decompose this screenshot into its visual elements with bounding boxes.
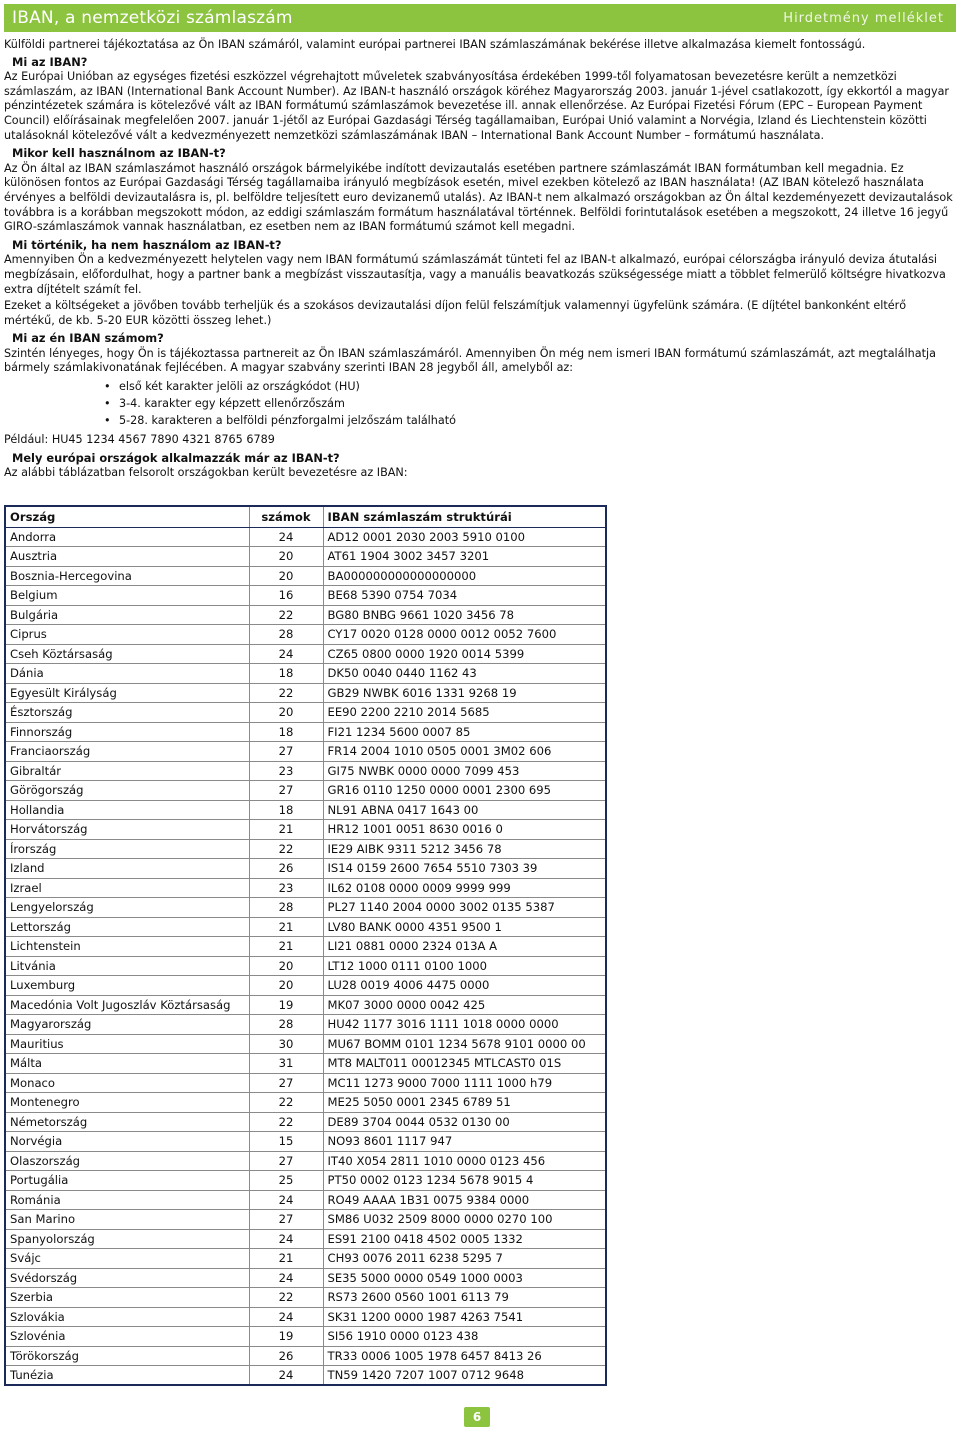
- digits-cell: 30: [249, 1034, 323, 1054]
- table-row: [5, 1249, 606, 1269]
- digits-cell: 19: [249, 1327, 323, 1347]
- country-cell: Görögország: [5, 781, 249, 801]
- digits-cell: 24: [249, 1268, 323, 1288]
- digits-cell: 28: [249, 625, 323, 645]
- table-row: [5, 1015, 606, 1035]
- page-header: [4, 4, 956, 32]
- digits-cell: 24: [249, 1190, 323, 1210]
- digits-cell: 22: [249, 839, 323, 859]
- country-cell: Lengyelország: [5, 898, 249, 918]
- country-cell: Luxemburg: [5, 976, 249, 996]
- iban-structure-cell: NO93 8601 1117 947: [323, 1132, 606, 1152]
- heading-what-happens: Mi történik, ha nem használom az IBAN-t?: [12, 237, 282, 252]
- digits-cell: 20: [249, 547, 323, 567]
- iban-structure-cell: CZ65 0800 0000 1920 0014 5399: [323, 644, 606, 664]
- digits-cell: 24: [249, 527, 323, 547]
- iban-structure-cell: IE29 AIBK 9311 5212 3456 78: [323, 839, 606, 859]
- heading-what-is-iban: Mi az IBAN?: [12, 54, 88, 69]
- list-item: • első két karakter jelöli az országkódot (HU): [104, 378, 956, 395]
- table-row: [5, 683, 606, 703]
- table-row: [5, 917, 606, 937]
- table-row: [5, 742, 606, 762]
- iban-structure-cell: LT12 1000 0111 0100 1000: [323, 956, 606, 976]
- country-cell: Gibraltár: [5, 761, 249, 781]
- country-cell: Egyesült Királyság: [5, 683, 249, 703]
- iban-structure-cell: MU67 BOMM 0101 1234 5678 9101 0000 00: [323, 1034, 606, 1054]
- table-row: [5, 761, 606, 781]
- iban-structure-cell: SK31 1200 0000 1987 4263 7541: [323, 1307, 606, 1327]
- paragraph-what-is-iban: Az Európai Unióban az egységes fizetési eszközzel végrehajtott műveletek szabványosítása érdekében 1999-től folyamatosan bevezetésre került a nemzetközi számlaszám, az IBAN (International Bank Account Number). Az IBAN-t használó országok köréhez Magyarország 2003. január 1-jével csatlakozott, így ekkortól a magyar pénzintézetek számára is kötelezővé vált az IBAN formátumú számlaszámok bevezetése ill. annak ellenőrzése. Az Európai Fizetési Fórum (EPC – European Payment Council) előírásainak megfelelően 2007. január 1-jétől az Európai Gazdasági Térség tagállamaiban, Európai Unió valamint a Norvégia, Izland és Liechtenstein közötti utalásoknál kötelezővé vált a kedvezményezett nemzetközi számlaszámának IBAN – International Bank Account Number – formátumú használata.: [4, 70, 950, 142]
- digits-cell: 19: [249, 995, 323, 1015]
- iban-structure-cell: LU28 0019 4006 4475 0000: [323, 976, 606, 996]
- iban-example: Például: HU45 1234 4567 7890 4321 8765 6789: [4, 433, 275, 447]
- list-item: • 3-4. karakter egy képzett ellenőrzőszám: [104, 395, 956, 412]
- iban-structure-cell: ES91 2100 0418 4502 0005 1332: [323, 1229, 606, 1249]
- paragraph-countries: Az alábbi táblázatban felsorolt országokban került bevezetésre az IBAN:: [4, 466, 408, 480]
- iban-structure-cell: GB29 NWBK 6016 1331 9268 19: [323, 683, 606, 703]
- iban-structure-cell: HU42 1177 3016 1111 1018 0000 0000: [323, 1015, 606, 1035]
- digits-cell: 21: [249, 1249, 323, 1269]
- country-cell: Belgium: [5, 586, 249, 606]
- country-cell: Németország: [5, 1112, 249, 1132]
- digits-cell: 31: [249, 1054, 323, 1074]
- digits-cell: 21: [249, 917, 323, 937]
- heading-when-use: Mikor kell használnom az IBAN-t?: [12, 146, 226, 161]
- table-row: [5, 898, 606, 918]
- paragraph-what-happens: Amennyiben Ön a kedvezményezett helytelen vagy nem IBAN formátumú számlaszámát tünteti fel az IBAN-t alkalmazó, európai célországba irányuló deviza átutalási megbízásain, előfordulhat, hogy a partner bank a megbízást visszautasítja, vagy a manuális beavatkozás szükségessége miatt a többlet felmerülő költségre hivatkozva extra díjtételt számít fel.: [4, 253, 946, 296]
- table-row: [5, 644, 606, 664]
- country-cell: Cseh Köztársaság: [5, 644, 249, 664]
- digits-cell: 27: [249, 1151, 323, 1171]
- table-row: [5, 1210, 606, 1230]
- digits-cell: 22: [249, 683, 323, 703]
- iban-structure-cell: TN59 1420 7207 1007 0712 9648: [323, 1366, 606, 1386]
- section-label: Hirdetmény melléklet: [783, 10, 944, 26]
- country-cell: Svájc: [5, 1249, 249, 1269]
- iban-structure-cell: CY17 0020 0128 0000 0012 0052 7600: [323, 625, 606, 645]
- digits-cell: 21: [249, 937, 323, 957]
- country-cell: Norvégia: [5, 1132, 249, 1152]
- table-row: [5, 1190, 606, 1210]
- iban-structure-cell: ME25 5050 0001 2345 6789 51: [323, 1093, 606, 1113]
- country-cell: Törökország: [5, 1346, 249, 1366]
- country-cell: Lettország: [5, 917, 249, 937]
- heading-countries: Mely európai országok alkalmazzák már az IBAN-t?: [12, 450, 340, 465]
- iban-structure-cell: SM86 U032 2509 8000 0000 0270 100: [323, 1210, 606, 1230]
- table-row: [5, 1229, 606, 1249]
- iban-structure-cell: MC11 1273 9000 7000 1111 1000 h79: [323, 1073, 606, 1093]
- iban-structure-cell: NL91 ABNA 0417 1643 00: [323, 800, 606, 820]
- country-cell: Ausztria: [5, 547, 249, 567]
- digits-cell: 27: [249, 1073, 323, 1093]
- country-cell: Tunézia: [5, 1366, 249, 1386]
- iban-structure-cell: MK07 3000 0000 0042 425: [323, 995, 606, 1015]
- column-header-digits: számok: [249, 506, 323, 527]
- country-cell: Hollandia: [5, 800, 249, 820]
- country-cell: Portugália: [5, 1171, 249, 1191]
- table-row: [5, 956, 606, 976]
- table-row: [5, 722, 606, 742]
- table-row: [5, 1346, 606, 1366]
- table-row: [5, 976, 606, 996]
- iban-structure-cell: GR16 0110 1250 0000 0001 2300 695: [323, 781, 606, 801]
- table-row: [5, 878, 606, 898]
- table-row: [5, 625, 606, 645]
- iban-structure-cell: BE68 5390 0754 7034: [323, 586, 606, 606]
- country-cell: Szlovénia: [5, 1327, 249, 1347]
- iban-structure-cell: MT8 MALT011 00012345 MTLCAST0 01S: [323, 1054, 606, 1074]
- table-row: [5, 664, 606, 684]
- iban-structure-cell: IL62 0108 0000 0009 9999 999: [323, 878, 606, 898]
- iban-structure-list: [104, 378, 956, 429]
- table-body: [5, 527, 606, 1385]
- digits-cell: 24: [249, 1307, 323, 1327]
- table-row: [5, 995, 606, 1015]
- digits-cell: 18: [249, 800, 323, 820]
- country-cell: Írország: [5, 839, 249, 859]
- page-number: 6: [464, 1407, 490, 1427]
- country-cell: Románia: [5, 1190, 249, 1210]
- iban-structure-cell: GI75 NWBK 0000 0000 7099 453: [323, 761, 606, 781]
- digits-cell: 22: [249, 1288, 323, 1308]
- digits-cell: 28: [249, 898, 323, 918]
- iban-structure-cell: SE35 5000 0000 0549 1000 0003: [323, 1268, 606, 1288]
- iban-structure-cell: CH93 0076 2011 6238 5295 7: [323, 1249, 606, 1269]
- table-row: [5, 1112, 606, 1132]
- country-cell: Macedónia Volt Jugoszláv Köztársaság: [5, 995, 249, 1015]
- digits-cell: 20: [249, 566, 323, 586]
- paragraph-when-use: Az Ön által az IBAN számlaszámot használó országok bármelyikébe indított devizautalás esetében partnere számlaszámát IBAN formátumban kell megadnia. Ez különösen fontos az Európai Gazdasági Térség tagállamaiba irányuló megbízások esetén, mivel ezekben kötelező az IBAN használata! (AZ IBAN kötelező használata érvényes a belföldi devizautalásra is, pl. belföldre teljesített euro devizanemű utalás). Az IBAN-t nem alkalmazó országokban az Ön által kezdeményezett devizautalások továbbra is a korábban megszokott módon, az eddigi számlaszám formátum használatával történnek. Belföldi forintutalások esetében a megszokott, 24 illetve 16 jegyű GIRO-számlaszámok vannak használatban, ez esetben nem az IBAN formátumú számot kell megadni.: [4, 161, 953, 234]
- country-cell: Izrael: [5, 878, 249, 898]
- table-row: [5, 1327, 606, 1347]
- iban-structure-cell: TR33 0006 1005 1978 6457 8413 26: [323, 1346, 606, 1366]
- digits-cell: 23: [249, 761, 323, 781]
- country-cell: Spanyolország: [5, 1229, 249, 1249]
- document-body: [4, 38, 956, 484]
- country-cell: Finnország: [5, 722, 249, 742]
- country-cell: Olaszország: [5, 1151, 249, 1171]
- list-item: • 5-28. karakteren a belföldi pénzforgalmi jelzőszám található: [104, 412, 956, 429]
- table-row: [5, 566, 606, 586]
- digits-cell: 26: [249, 859, 323, 879]
- table-row: [5, 1171, 606, 1191]
- digits-cell: 20: [249, 976, 323, 996]
- table-row: [5, 1054, 606, 1074]
- table-row: [5, 1268, 606, 1288]
- country-cell: Lichtenstein: [5, 937, 249, 957]
- table-row: [5, 800, 606, 820]
- table-row: [5, 527, 606, 547]
- country-cell: Szlovákia: [5, 1307, 249, 1327]
- country-cell: Észtország: [5, 703, 249, 723]
- paragraph-costs: Ezeket a költségeket a jövőben tovább terheljük és a szokásos devizautalási díjon felül felszámítjuk valamennyi ügyfelünk számára. (E díjtétel bankonként eltérő mértékű, de kb. 5-20 EUR közötti összeg lehet.): [4, 299, 907, 327]
- table-row: [5, 1093, 606, 1113]
- digits-cell: 16: [249, 586, 323, 606]
- iban-structure-cell: IS14 0159 2600 7654 5510 7303 39: [323, 859, 606, 879]
- digits-cell: 21: [249, 820, 323, 840]
- table-row: [5, 1366, 606, 1386]
- iban-structure-cell: DK50 0040 0440 1162 43: [323, 664, 606, 684]
- digits-cell: 22: [249, 1112, 323, 1132]
- country-cell: Izland: [5, 859, 249, 879]
- iban-structure-cell: AT61 1904 3002 3457 3201: [323, 547, 606, 567]
- iban-country-table: [4, 505, 607, 1386]
- table-row: [5, 937, 606, 957]
- iban-structure-cell: RO49 AAAA 1B31 0075 9384 0000: [323, 1190, 606, 1210]
- digits-cell: 20: [249, 703, 323, 723]
- iban-structure-cell: EE90 2200 2210 2014 5685: [323, 703, 606, 723]
- table-row: [5, 1288, 606, 1308]
- iban-structure-cell: DE89 3704 0044 0532 0130 00: [323, 1112, 606, 1132]
- iban-structure-cell: RS73 2600 0560 1001 6113 79: [323, 1288, 606, 1308]
- iban-structure-cell: PL27 1140 2004 0000 3002 0135 5387: [323, 898, 606, 918]
- table-row: [5, 586, 606, 606]
- table-row: [5, 1151, 606, 1171]
- table-row: [5, 605, 606, 625]
- iban-structure-cell: LI21 0881 0000 2324 013A A: [323, 937, 606, 957]
- country-cell: Bosznia-Hercegovina: [5, 566, 249, 586]
- iban-structure-cell: IT40 X054 2811 1010 0000 0123 456: [323, 1151, 606, 1171]
- country-cell: San Marino: [5, 1210, 249, 1230]
- digits-cell: 28: [249, 1015, 323, 1035]
- country-cell: Ciprus: [5, 625, 249, 645]
- country-cell: Mauritius: [5, 1034, 249, 1054]
- table-row: [5, 547, 606, 567]
- heading-my-iban: Mi az én IBAN számom?: [12, 331, 164, 346]
- table-row: [5, 839, 606, 859]
- table-row: [5, 1073, 606, 1093]
- digits-cell: 22: [249, 1093, 323, 1113]
- iban-structure-cell: PT50 0002 0123 1234 5678 9015 4: [323, 1171, 606, 1191]
- iban-structure-cell: BA000000000000000000: [323, 566, 606, 586]
- digits-cell: 15: [249, 1132, 323, 1152]
- country-cell: Szerbia: [5, 1288, 249, 1308]
- digits-cell: 23: [249, 878, 323, 898]
- intro-paragraph: Külföldi partnerei tájékoztatása az Ön IBAN számáról, valamint európai partnerei IBAN számlaszámának bekérése illetve alkalmazása kiemelt fontosságú.: [4, 38, 866, 51]
- country-cell: Svédország: [5, 1268, 249, 1288]
- digits-cell: 26: [249, 1346, 323, 1366]
- page-title: IBAN, a nemzetközi számlaszám: [12, 8, 293, 28]
- table-row: [5, 1307, 606, 1327]
- table-row: [5, 1132, 606, 1152]
- iban-structure-cell: HR12 1001 0051 8630 0016 0: [323, 820, 606, 840]
- digits-cell: 18: [249, 664, 323, 684]
- country-cell: Málta: [5, 1054, 249, 1074]
- country-cell: Bulgária: [5, 605, 249, 625]
- country-cell: Magyarország: [5, 1015, 249, 1035]
- digits-cell: 27: [249, 781, 323, 801]
- digits-cell: 18: [249, 722, 323, 742]
- iban-structure-cell: LV80 BANK 0000 4351 9500 1: [323, 917, 606, 937]
- table-row: [5, 703, 606, 723]
- paragraph-my-iban: Szintén lényeges, hogy Ön is tájékoztassa partnereit az Ön IBAN számlaszámáról. Amennyiben Ön még nem ismeri IBAN formátumú számlaszámát, azt megtalálhatja bármely számlakivonatának fejlécében. A magyar szabvány szerinti IBAN 28 jegyből áll, amelyből az:: [4, 346, 936, 375]
- digits-cell: 22: [249, 605, 323, 625]
- table-row: [5, 781, 606, 801]
- country-cell: Franciaország: [5, 742, 249, 762]
- table-header-row: [5, 506, 606, 527]
- table-row: [5, 1034, 606, 1054]
- iban-structure-cell: BG80 BNBG 9661 1020 3456 78: [323, 605, 606, 625]
- digits-cell: 24: [249, 1366, 323, 1386]
- country-cell: Andorra: [5, 527, 249, 547]
- country-cell: Horvátország: [5, 820, 249, 840]
- digits-cell: 27: [249, 1210, 323, 1230]
- table-row: [5, 859, 606, 879]
- digits-cell: 20: [249, 956, 323, 976]
- country-cell: Litvánia: [5, 956, 249, 976]
- iban-structure-cell: FI21 1234 5600 0007 85: [323, 722, 606, 742]
- country-cell: Montenegro: [5, 1093, 249, 1113]
- iban-structure-cell: AD12 0001 2030 2003 5910 0100: [323, 527, 606, 547]
- digits-cell: 24: [249, 1229, 323, 1249]
- column-header-country: Ország: [5, 506, 249, 527]
- iban-structure-cell: FR14 2004 1010 0505 0001 3M02 606: [323, 742, 606, 762]
- column-header-structure: IBAN számlaszám struktúrái: [323, 506, 606, 527]
- country-cell: Monaco: [5, 1073, 249, 1093]
- digits-cell: 27: [249, 742, 323, 762]
- table-row: [5, 820, 606, 840]
- digits-cell: 24: [249, 644, 323, 664]
- country-cell: Dánia: [5, 664, 249, 684]
- iban-structure-cell: SI56 1910 0000 0123 438: [323, 1327, 606, 1347]
- digits-cell: 25: [249, 1171, 323, 1191]
